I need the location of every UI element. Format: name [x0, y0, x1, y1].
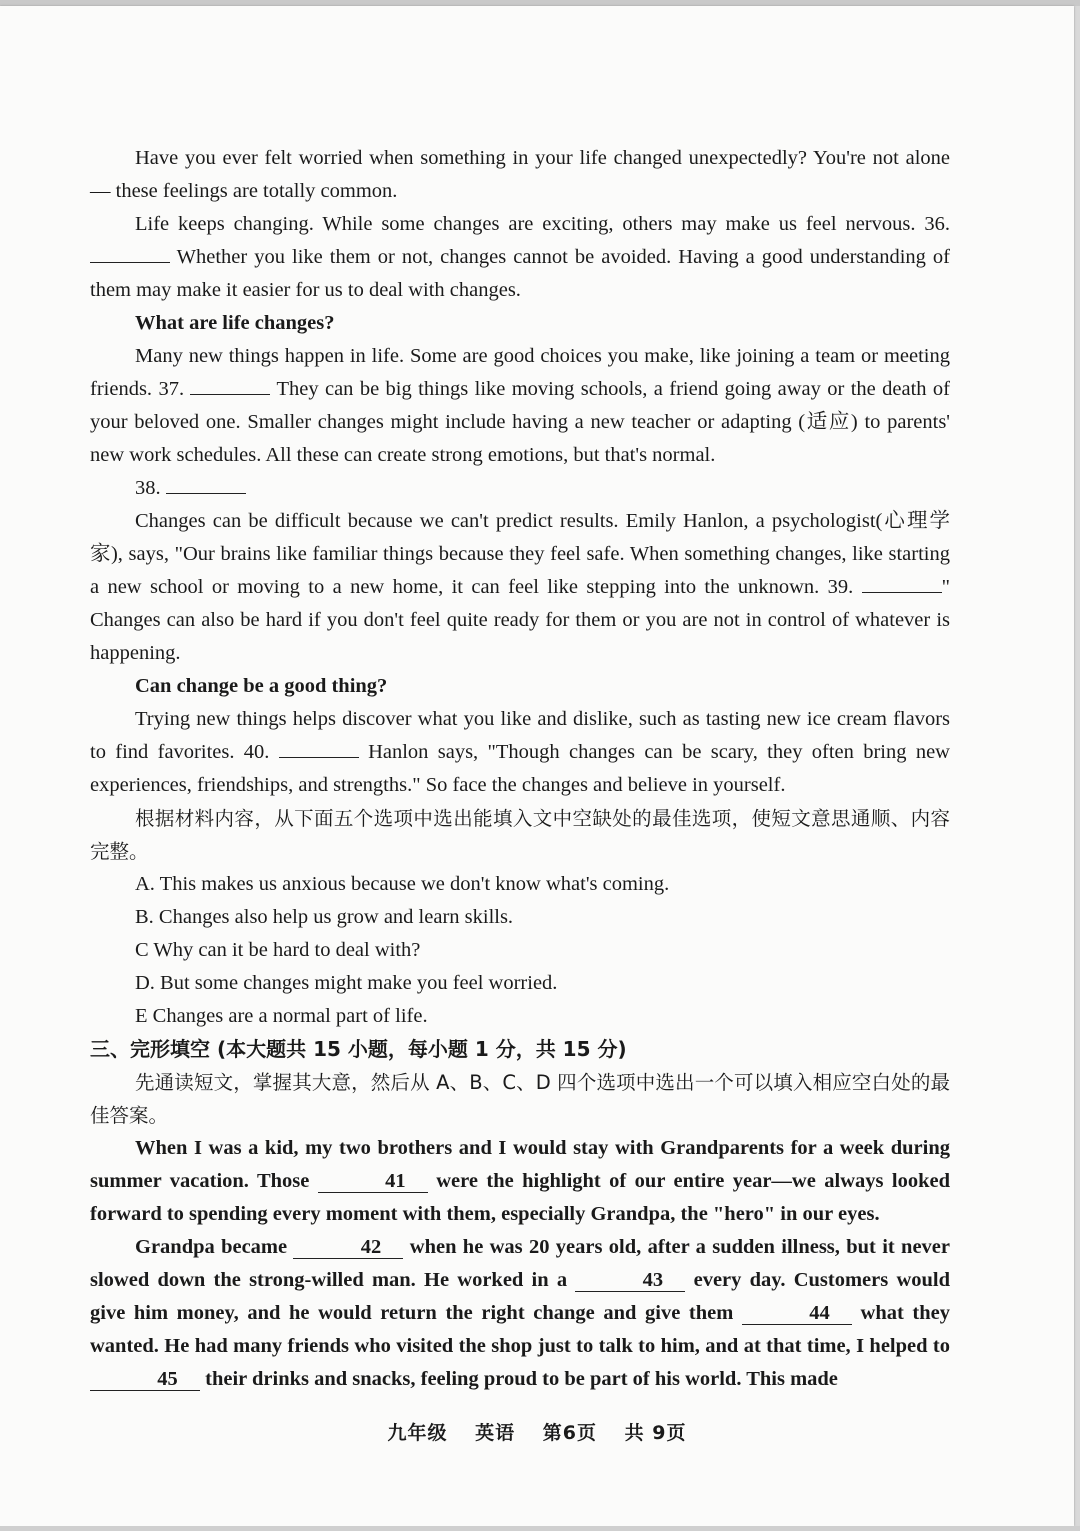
cloze-instruction: 先通读短文，掌握其大意，然后从 A、B、C、D 四个选项中选出一个可以填入相应空白处的最佳答案。 — [90, 1071, 950, 1127]
cloze-section-title: 三、完形填空 (本大题共 15 小题，每小题 1 分，共 15 分) — [90, 1037, 627, 1061]
question-38-line — [90, 472, 950, 505]
question-37-blank — [190, 376, 270, 395]
footer-page-number: 第6页 — [542, 1422, 598, 1444]
question-38-blank — [166, 475, 246, 494]
reading-paragraph-3-text-b: They can be big things like moving schools, a friend going away or the death of your beloved one. Smaller changes might include having a new teacher or adapting (适应) to parents' new work schedules. All these can create strong emotions, but that's normal. — [90, 378, 951, 466]
reading-paragraph-2 — [90, 208, 950, 307]
question-39-blank — [862, 574, 942, 593]
question-39-number: 39. — [827, 576, 854, 598]
reading-instruction: 根据材料内容，从下面五个选项中选出能填入文中空缺处的最佳选项，使短文意思通顺、内容完整。 — [90, 807, 950, 863]
cloze-blank-42: 42 — [293, 1236, 403, 1259]
reading-paragraph-4-text-a: Changes can be difficult because we can't predict results. Emily Hanlon, a psychologist(心理学家), says, "Our brains like familiar things because they feel safe. When something changes, like starting a new school or moving to a new home, it can feel like stepping into the unknown. — [90, 510, 950, 598]
option-a: A. This makes us anxious because we don't know what's coming. — [135, 873, 670, 895]
question-36-blank — [90, 244, 170, 263]
cloze-blank-41: 41 — [318, 1170, 428, 1193]
reading-paragraph-4-text-b: " Changes can also be hard if you don't feel quite ready for them or you are not in control of whatever is happening. — [90, 576, 951, 664]
page-footer — [0, 1418, 1074, 1445]
cloze-blank-45: 45 — [90, 1368, 200, 1391]
footer-grade: 九年级 — [387, 1422, 448, 1444]
cloze-paragraph-2 — [90, 1231, 950, 1396]
question-37-number: 37. — [158, 378, 185, 400]
cloze-paragraph-2-text-b: when he was 20 years old, after a sudden illness, but it never slowed down the strong-willed man. He worked in a — [90, 1236, 950, 1291]
reading-paragraph-5 — [90, 703, 950, 802]
question-40-blank — [279, 739, 359, 758]
footer-total-pages: 共 9页 — [624, 1422, 687, 1444]
question-38-number: 38. — [135, 477, 161, 499]
question-36-number: 36. — [924, 213, 950, 235]
scan-bottom-edge — [0, 1526, 1080, 1531]
reading-paragraph-3-text-a: Many new things happen in life. Some are good choices you make, like joining a team or meeting friends. — [90, 345, 950, 400]
cloze-blank-44: 44 — [742, 1302, 852, 1325]
reading-paragraph-2-text-a: Life keeps changing. While some changes are exciting, others may make us feel nervous. — [135, 213, 916, 235]
option-e: E Changes are a normal part of life. — [135, 1005, 428, 1027]
cloze-paragraph-1 — [90, 1132, 950, 1231]
subheading-life-changes: What are life changes? — [135, 312, 335, 334]
cloze-paragraph-1-text-b: were the highlight of our entire year—we always looked forward to spending every moment with them, especially Grandpa, the "hero" in our eyes. — [90, 1170, 951, 1225]
cloze-paragraph-2-text-e: their drinks and snacks, feeling proud to be part of his world. This made — [205, 1368, 838, 1390]
reading-paragraph-3 — [90, 340, 950, 472]
cloze-paragraph-2-text-d: what they wanted. He had many friends who visited the shop just to talk to him, and at that time, I helped to — [90, 1302, 951, 1357]
reading-paragraph-1: Have you ever felt worried when something in your life changed unexpectedly? You're not alone — these feelings are totally common. — [90, 147, 950, 202]
cloze-paragraph-1-text-a: When I was a kid, my two brothers and I would stay with Grandparents for a week during summer vacation. Those — [90, 1137, 950, 1192]
reading-paragraph-2-text-b: Whether you like them or not, changes cannot be avoided. Having a good understanding of them may make it easier for us to deal with changes. — [90, 246, 950, 301]
question-40-number: 40. — [243, 741, 270, 763]
reading-paragraph-5-text-b: Hanlon says, "Though changes can be scary, they often bring new experiences, friendships, and strengths." So face the changes and believe in yourself. — [90, 741, 950, 796]
footer-subject: 英语 — [475, 1422, 516, 1444]
option-c: C Why can it be hard to deal with? — [135, 939, 421, 961]
option-d: D. But some changes might make you feel worried. — [135, 972, 558, 994]
cloze-paragraph-2-text-c: every day. Customers would give him money, and he would return the right change and give them — [90, 1269, 951, 1324]
exam-page — [0, 6, 1074, 1526]
cloze-paragraph-2-text-a: Grandpa became — [135, 1236, 288, 1258]
reading-paragraph-4 — [90, 505, 950, 670]
option-b: B. Changes also help us grow and learn skills. — [135, 906, 514, 928]
subheading-good-thing: Can change be a good thing? — [135, 675, 388, 697]
cloze-blank-43: 43 — [575, 1269, 685, 1292]
page-content — [90, 142, 950, 1396]
reading-paragraph-5-text-a: Trying new things helps discover what you like and dislike, such as tasting new ice cream flavors to find favorites. — [90, 708, 950, 763]
